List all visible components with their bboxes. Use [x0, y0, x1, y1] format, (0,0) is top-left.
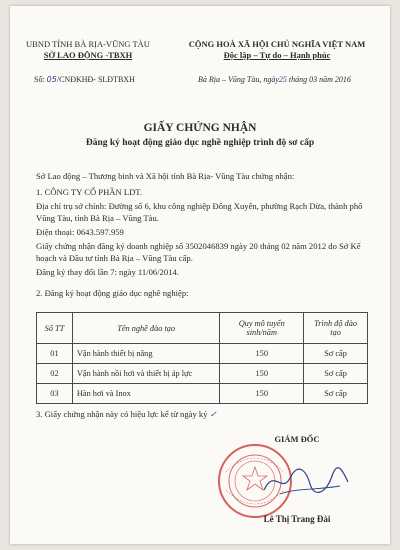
section-3-validity	[36, 408, 372, 420]
ref-prefix: Số:	[34, 75, 45, 84]
department-name: SỞ LAO ĐỘNG -TBXH	[43, 50, 133, 60]
date-rest: tháng 03 năm 2016	[288, 75, 351, 84]
issuing-authority	[18, 39, 158, 61]
nation-name: CỘNG HOÀ XÃ HỘI CHỦ NGHĨA VIỆT NAM	[188, 39, 366, 49]
document-page	[10, 6, 390, 544]
table-row	[37, 364, 368, 384]
issue-date	[198, 75, 351, 84]
header-no: Số TT	[37, 313, 73, 344]
cell-no: 03	[37, 384, 73, 404]
cell-name: Vận hành nồi hơi và thiết bị áp lực	[72, 364, 219, 384]
cell-name: Vận hành thiết bị nâng	[72, 344, 219, 364]
table-row	[37, 344, 368, 364]
validity-text: 3. Giấy chứng nhận này có hiệu lực kể từ ngày ký	[36, 409, 208, 419]
cell-scale: 150	[220, 344, 304, 364]
header-name: Tên nghề đào tạo	[72, 313, 219, 344]
section-2-heading: 2. Đăng ký hoạt động giáo dục nghề nghiệp:	[36, 288, 189, 298]
company-address: Địa chỉ trụ sở chính: Đường số 6, khu công nghiệp Đông Xuyên, phường Rạch Dừa, thành phố Vũng Tàu, tỉnh Bà Rịa – Vũng Tàu.	[36, 201, 363, 223]
national-header	[170, 39, 384, 61]
intro-text: Sở Lao động – Thương binh và Xã hội tỉnh Bà Rịa- Vũng Tàu chứng nhận:	[36, 171, 295, 181]
business-license: Giấy chứng nhận đăng ký doanh nghiệp số 3502046839 ngày 20 tháng 02 năm 2012 do Sở Kế hoạch và Đầu tư tỉnh Bà Rịa – Vũng Tàu cấp.	[36, 241, 361, 263]
cell-level: Sơ cấp	[304, 364, 368, 384]
cell-level: Sơ cấp	[304, 384, 368, 404]
province-committee: UBND TỈNH BÀ RỊA-VŨNG TÀU	[26, 39, 150, 49]
cell-name: Hàn hơi và Inox	[72, 384, 219, 404]
table-header-row	[37, 313, 368, 344]
registration-change: Đăng ký thay đổi lần 7: ngày 11/06/2014.	[36, 267, 179, 277]
cell-no: 01	[37, 344, 73, 364]
signer-role: GIÁM ĐỐC	[274, 434, 320, 444]
cell-scale: 150	[220, 384, 304, 404]
national-motto: Độc lập – Tự do – Hạnh phúc	[223, 50, 331, 60]
header-scale: Quy mô tuyển sinh/năm	[220, 313, 304, 344]
check-mark-icon: ✓	[209, 409, 217, 419]
company-phone: Điện thoại: 0643.597.959	[36, 227, 124, 237]
document-number	[34, 75, 135, 84]
signer-name: Lê Thị Trang Đài	[263, 514, 331, 524]
company-name: 1. CÔNG TY CỔ PHẦN LDT.	[36, 187, 143, 197]
ref-suffix: /CNĐKHĐ- SLĐTBXH	[56, 75, 135, 84]
date-place: Bà Rịa – Vũng Tàu, ngày	[198, 75, 279, 84]
ref-number-handwritten: 05	[46, 75, 57, 84]
signature-icon	[260, 464, 350, 500]
table-row	[37, 384, 368, 404]
cell-level: Sơ cấp	[304, 344, 368, 364]
document-subtitle: Đăng ký hoạt động giáo dục nghề nghiệp trình độ sơ cấp	[85, 138, 315, 148]
document-title: GIẤY CHỨNG NHẬN	[143, 122, 257, 134]
header-level: Trình độ đào tạo	[304, 313, 368, 344]
date-day-handwritten: 25	[278, 75, 287, 84]
cell-no: 02	[37, 364, 73, 384]
cell-scale: 150	[220, 364, 304, 384]
training-table	[36, 312, 368, 404]
